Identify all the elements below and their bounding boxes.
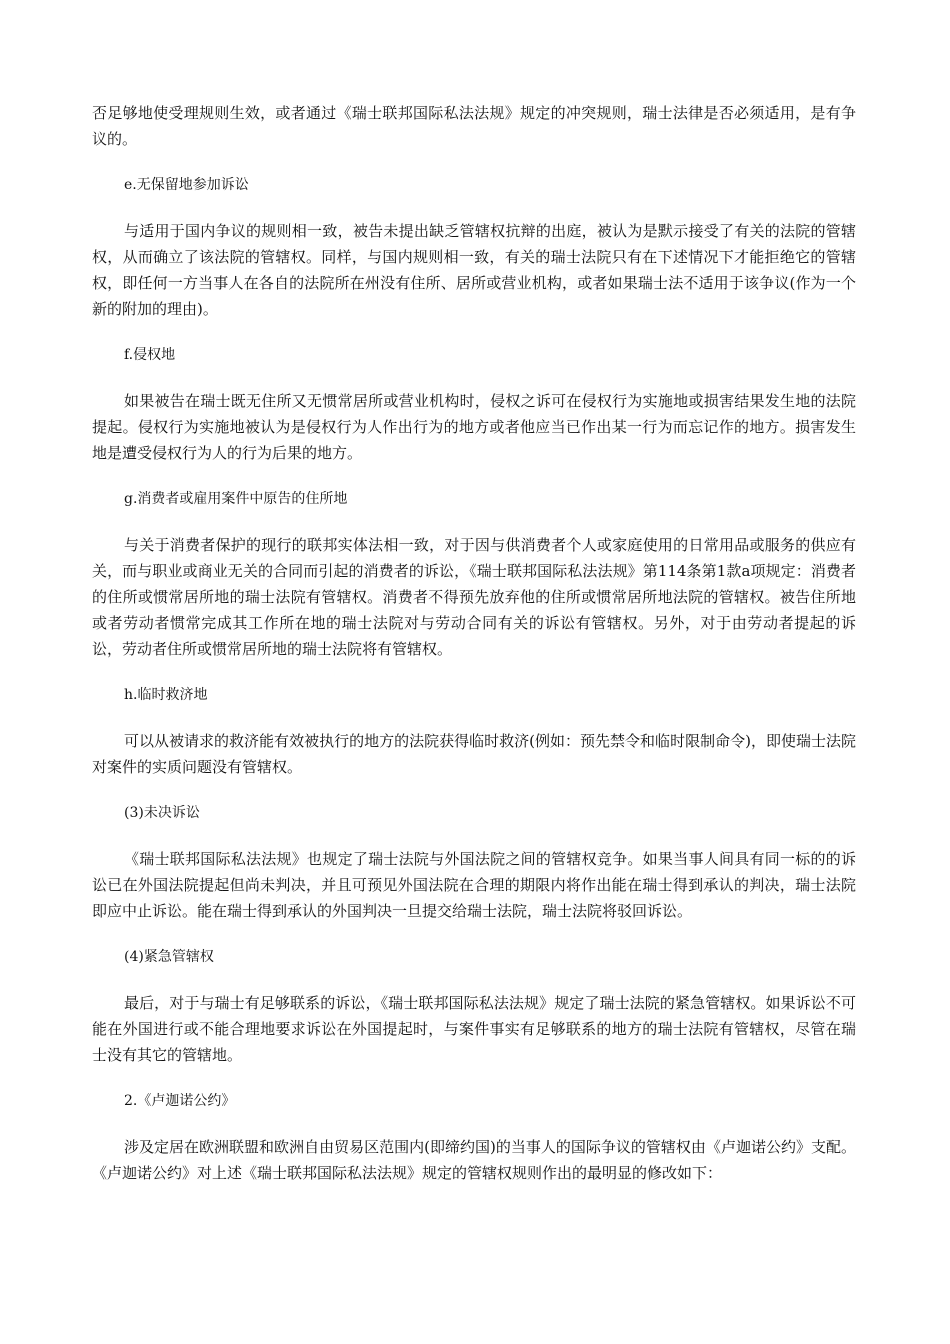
section-heading: e.无保留地参加诉讼 — [124, 177, 249, 193]
paragraph: 如果被告在瑞士既无住所又无惯常居所或营业机构时，侵权之诉可在侵权行为实施地或损害结果发生地的法院提起。侵权行为实施地被认为是侵权行为人作出行为的地方或者他应当已作出某一行为而忘记作的地方。损害发生地是遭受侵权行为人的行为后果的地方。 — [92, 392, 856, 462]
paragraph: 《瑞士联邦国际私法法规》也规定了瑞士法院与外国法院之间的管辖权竞争。如果当事人间具有同一标的的诉讼已在外国法院提起但尚未判决，并且可预见外国法院在合理的期限内将作出能在瑞士得到承认的判决，瑞士法院即应中止诉讼。能在瑞士得到承认的外国判决一旦提交给瑞士法院，瑞士法院将驳回诉讼。 — [92, 850, 856, 920]
section-heading: (4)紧急管辖权 — [124, 949, 214, 965]
section-heading: h.临时救济地 — [124, 687, 208, 703]
paragraph: 最后，对于与瑞士有足够联系的诉讼，《瑞士联邦国际私法法规》规定了瑞士法院的紧急管辖权。如果诉讼不可能在外国进行或不能合理地要求诉讼在外国提起时，与案件事实有足够联系的地方的瑞士法院有管辖权，尽管在瑞士没有其它的管辖地。 — [92, 994, 856, 1064]
paragraph: 与关于消费者保护的现行的联邦实体法相一致，对于因与供消费者个人或家庭使用的日常用品或服务的供应有关，而与职业或商业无关的合同而引起的消费者的诉讼，《瑞士联邦国际私法法规》第114条第1款a项规定：消费者的住所或惯常居所地的瑞士法院有管辖权。消费者不得预先放弃他的住所或惯常居所地法院的管辖权。被告住所地或者劳动者惯常完成其工作所在地的瑞士法院对与劳动合同有关的诉讼有管辖权。另外，对于由劳动者提起的诉讼，劳动者住所或惯常居所地的瑞士法院将有管辖权。 — [92, 536, 856, 658]
paragraph: 可以从被请求的救济能有效被执行的地方的法院获得临时救济(例如：预先禁令和临时限制命令)，即使瑞士法院对案件的实质问题没有管辖权。 — [92, 732, 856, 776]
document-body — [92, 100, 856, 1206]
section-heading: (3)未决诉讼 — [124, 805, 200, 821]
paragraph: 否足够地使受理规则生效，或者通过《瑞士联邦国际私法法规》规定的冲突规则，瑞士法律是否必须适用，是有争议的。 — [92, 104, 856, 148]
paragraph: 涉及定居在欧洲联盟和欧洲自由贸易区范围内(即缔约国)的当事人的国际争议的管辖权由《卢迦诺公约》支配。《卢迦诺公约》对上述《瑞士联邦国际私法法规》规定的管辖权规则作出的最明显的修改如下： — [92, 1138, 856, 1182]
section-heading: g.消费者或雇用案件中原告的住所地 — [124, 491, 348, 507]
paragraph: 与适用于国内争议的规则相一致，被告未提出缺乏管辖权抗辩的出庭，被认为是默示接受了有关的法院的管辖权，从而确立了该法院的管辖权。同样，与国内规则相一致，有关的瑞士法院只有在下述情况下才能拒绝它的管辖权，即任何一方当事人在各自的法院所在州没有住所、居所或营业机构，或者如果瑞士法不适用于该争议(作为一个新的附加的理由)。 — [92, 222, 856, 318]
section-heading: f.侵权地 — [124, 347, 176, 363]
section-heading: 2.《卢迦诺公约》 — [124, 1093, 236, 1109]
